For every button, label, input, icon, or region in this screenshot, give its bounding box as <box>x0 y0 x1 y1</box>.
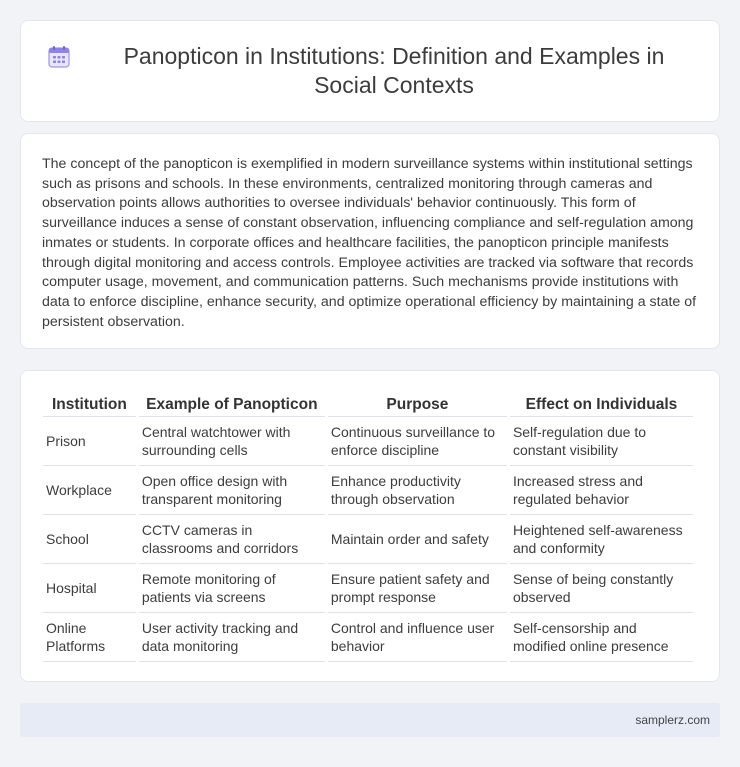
footer-site-link[interactable]: samplerz.com <box>635 713 710 727</box>
cell-institution: Hospital <box>43 564 136 613</box>
header-purpose: Purpose <box>328 389 507 417</box>
panopticon-table <box>40 389 696 662</box>
cell-purpose: Maintain order and safety <box>328 515 507 564</box>
cell-effect: Self-censorship and modified online presence <box>510 613 693 662</box>
page-title: Panopticon in Institutions: Definition and Examples in Social Contexts <box>123 43 665 98</box>
calendar-icon <box>46 44 72 70</box>
cell-example: User activity tracking and data monitoring <box>139 613 325 662</box>
description-card <box>20 133 720 349</box>
cell-purpose: Enhance productivity through observation <box>328 466 507 515</box>
table-row <box>43 417 693 466</box>
footer-bar <box>20 703 720 737</box>
table-row <box>43 466 693 515</box>
table-row <box>43 613 693 662</box>
cell-institution: Prison <box>43 417 136 466</box>
cell-institution: Online Platforms <box>43 613 136 662</box>
table-card <box>20 370 720 682</box>
cell-example: Central watchtower with surrounding cells <box>139 417 325 466</box>
cell-example: Remote monitoring of patients via screens <box>139 564 325 613</box>
cell-purpose: Continuous surveillance to enforce discipline <box>328 417 507 466</box>
cell-institution: Workplace <box>43 466 136 515</box>
table-row <box>43 515 693 564</box>
cell-effect: Sense of being constantly observed <box>510 564 693 613</box>
title-card <box>20 20 720 122</box>
table-header-row <box>43 389 693 417</box>
description-text: The concept of the panopticon is exemplified in modern surveillance systems within institutional settings such as prisons and schools. In these environments, centralized monitoring through cameras and observation points allows authorities to oversee individuals' behavior continuously. This form of surveillance induces a sense of constant observation, influencing compliance and self-regulation among inmates or students. In corporate offices and healthcare facilities, the panopticon principle manifests through digital monitoring and access controls. Employee activities are tracked via software that records computer usage, movement, and communication patterns. Such mechanisms provide institutions with data to enforce discipline, enhance security, and optimize operational efficiency by maintaining a state of persistent observation. <box>42 156 697 330</box>
header-example: Example of Panopticon <box>139 389 325 417</box>
cell-institution: School <box>43 515 136 564</box>
header-institution: Institution <box>43 389 136 417</box>
title-wrap <box>46 42 694 100</box>
cell-effect: Self-regulation due to constant visibility <box>510 417 693 466</box>
table-row <box>43 564 693 613</box>
cell-effect: Heightened self-awareness and conformity <box>510 515 693 564</box>
header-effect: Effect on Individuals <box>510 389 693 417</box>
cell-example: Open office design with transparent monitoring <box>139 466 325 515</box>
cell-purpose: Control and influence user behavior <box>328 613 507 662</box>
cell-effect: Increased stress and regulated behavior <box>510 466 693 515</box>
cell-example: CCTV cameras in classrooms and corridors <box>139 515 325 564</box>
cell-purpose: Ensure patient safety and prompt response <box>328 564 507 613</box>
